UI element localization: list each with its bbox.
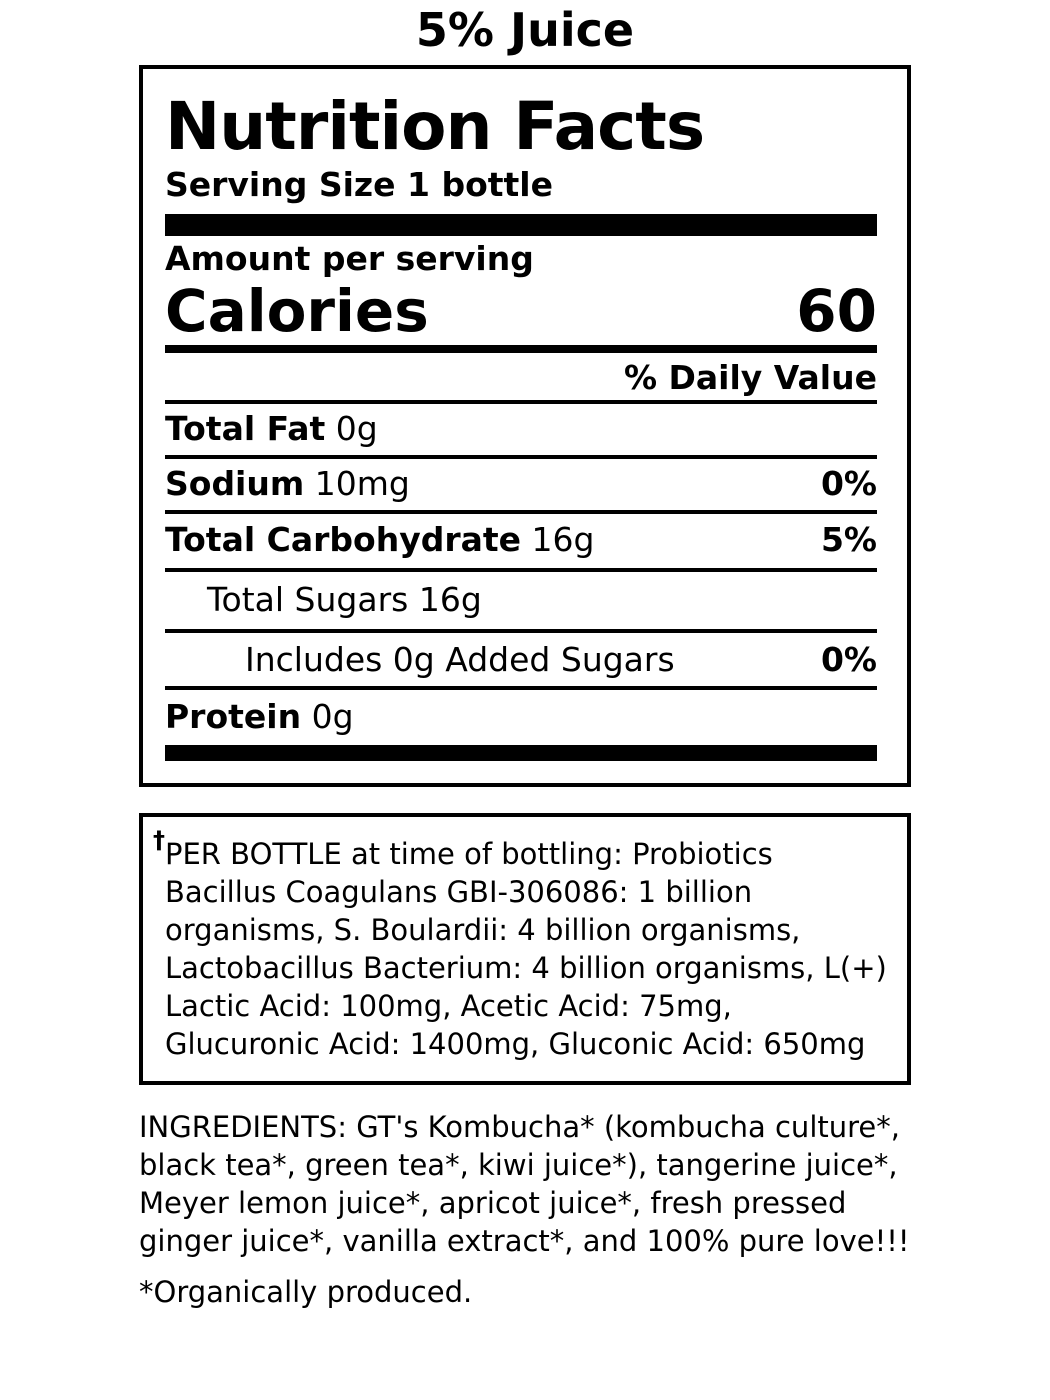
dagger-symbol: †	[153, 826, 165, 854]
nutrient-amount: 0g	[335, 409, 378, 448]
nutrient-name: Protein	[165, 697, 302, 736]
ingredients-list	[139, 1108, 919, 1260]
ingredients-lead: INGREDIENTS:	[139, 1110, 347, 1144]
calories-value: 60	[796, 277, 877, 345]
daily-value-header: % Daily Value	[623, 358, 877, 397]
row-divider	[165, 568, 877, 572]
row-divider	[165, 510, 877, 514]
nutrient-amount: Total Sugars 16g	[207, 580, 482, 619]
nutrition-facts-heading: Nutrition Facts	[165, 88, 705, 165]
daily-value-percent: 0%	[820, 464, 877, 503]
medium-divider	[165, 345, 877, 353]
ingredients-body: GT's Kombucha* (kombucha culture*, black tea*, green tea*, kiwi juice*), tangerine juice*, Meyer lemon juice*, apricot juice*, fresh pressed ginger juice*, vanilla extract*, and 100% pure love!!!	[139, 1110, 910, 1258]
nutrient-row-protein	[165, 696, 877, 738]
nutrition-facts-content	[165, 69, 877, 783]
nutrient-amount: Includes 0g Added Sugars	[245, 640, 675, 679]
nutrient-row-sodium	[165, 463, 877, 505]
probiotics-text	[153, 826, 893, 1063]
nutrient-row-added-sugars	[165, 639, 877, 681]
row-divider	[165, 400, 877, 404]
bottom-thick-divider	[165, 745, 877, 761]
row-divider	[165, 455, 877, 459]
juice-percentage-label: 5% Juice	[415, 3, 635, 57]
probiotics-panel	[139, 813, 911, 1085]
nutrient-name: Sodium	[165, 464, 305, 503]
nutrient-row-total-sugars	[165, 579, 877, 621]
nutrient-row-total-fat	[165, 408, 877, 450]
daily-value-percent: 5%	[820, 520, 877, 559]
nutrient-name: Total Carbohydrate	[165, 520, 522, 559]
probiotics-body: Probiotics Bacillus Coagulans GBI-306086: 1 billion organisms, S. Boulardii: 4 billion organisms, Lactobacillus Bacterium: 4 billion organisms, L(+) Lactic Acid: 100mg, Acetic Acid: 75mg, Glucuronic Acid: 1400mg, Gluconic Acid: 650mg	[165, 837, 887, 1061]
probiotics-lead: PER BOTTLE at time of bottling:	[165, 837, 623, 871]
nutrition-facts-panel	[139, 65, 911, 787]
row-divider	[165, 686, 877, 690]
organic-note: *Organically produced.	[139, 1275, 473, 1309]
daily-value-percent: 0%	[820, 640, 877, 679]
thick-divider	[165, 214, 877, 236]
nutrient-amount: 0g	[311, 697, 354, 736]
serving-size: Serving Size 1 bottle	[165, 165, 553, 204]
nutrient-amount: 10mg	[314, 464, 410, 503]
row-divider	[165, 629, 877, 633]
calories-label: Calories	[165, 277, 429, 345]
nutrient-amount: 16g	[531, 520, 595, 559]
amount-per-serving: Amount per serving	[165, 239, 534, 278]
nutrient-name: Total Fat	[165, 409, 326, 448]
nutrient-row-total-carbohydrate	[165, 519, 877, 561]
